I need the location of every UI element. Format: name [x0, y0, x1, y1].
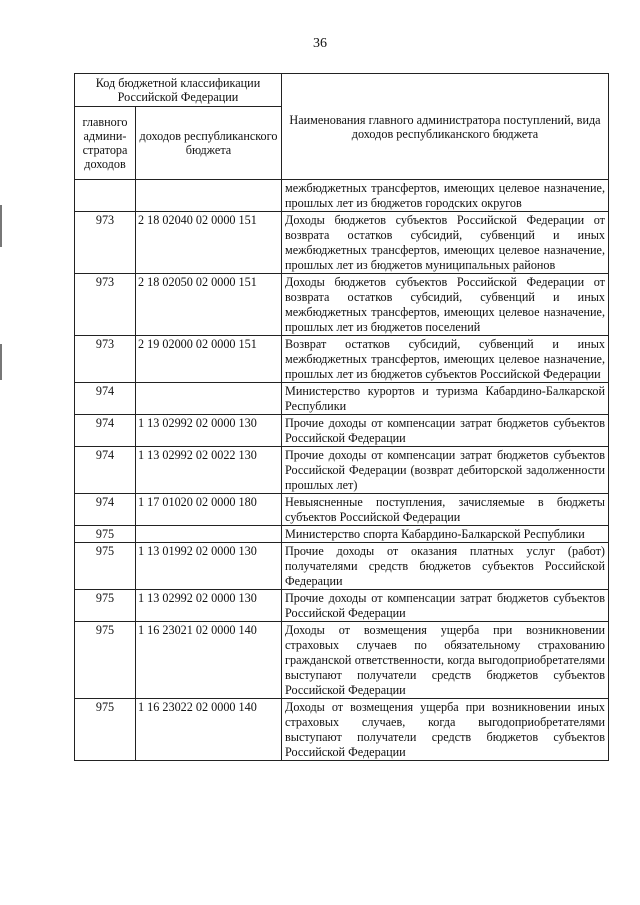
table-row — [75, 383, 609, 415]
income-code-cell: 1 16 23022 02 0000 140 — [136, 699, 282, 761]
admin-code-cell: 975 — [75, 622, 136, 699]
table-row — [75, 622, 609, 699]
income-name-cell: межбюджетных трансфертов, имеющих целевое назначение, прошлых лет из бюджетов городских округов — [282, 180, 609, 212]
income-code-cell — [136, 526, 282, 543]
header-budget-code-group: Код бюджетной классификации Российской Федерации — [75, 74, 282, 107]
income-name-cell: Невыясненные поступления, зачисляемые в бюджеты субъектов Российской Федерации — [282, 494, 609, 526]
income-code-cell: 2 18 02050 02 0000 151 — [136, 274, 282, 336]
table-row — [75, 447, 609, 494]
table-row — [75, 415, 609, 447]
admin-code-cell: 973 — [75, 274, 136, 336]
table-row — [75, 526, 609, 543]
income-code-cell: 1 13 02992 02 0000 130 — [136, 415, 282, 447]
admin-code-cell: 973 — [75, 336, 136, 383]
scan-edge-mark — [0, 205, 2, 247]
header-admin-code-column: главного админи-стратора доходов — [75, 107, 136, 180]
income-name-cell: Доходы бюджетов субъектов Российской Федерации от возврата остатков субсидий, субвенций и иных межбюджетных трансфертов, имеющих целевое назначение, прошлых лет из бюджетов муниципальных районов — [282, 212, 609, 274]
admin-code-cell: 975 — [75, 699, 136, 761]
admin-code-cell: 974 — [75, 383, 136, 415]
income-code-cell: 1 13 02992 02 0000 130 — [136, 590, 282, 622]
income-name-cell: Доходы бюджетов субъектов Российской Федерации от возврата остатков субсидий, субвенций и иных межбюджетных трансфертов, имеющих целевое назначение, прошлых лет из бюджетов поселений — [282, 274, 609, 336]
admin-code-cell: 974 — [75, 415, 136, 447]
income-name-cell: Доходы от возмещения ущерба при возникновении страховых случаев по обязательному страхованию гражданской ответственности, когда выгодоприобретателями выступают получатели средств бюджетов субъектов Российской Федерации — [282, 622, 609, 699]
table-row — [75, 699, 609, 761]
income-name-cell: Министерство курортов и туризма Кабардино-Балкарской Республики — [282, 383, 609, 415]
table-row — [75, 494, 609, 526]
table-row — [75, 336, 609, 383]
income-name-cell: Доходы от возмещения ущерба при возникновении иных страховых случаев, когда выгодоприобретателями выступают получатели средств бюджетов субъектов Российской Федерации — [282, 699, 609, 761]
income-name-cell: Прочие доходы от компенсации затрат бюджетов субъектов Российской Федерации — [282, 590, 609, 622]
scan-edge-mark — [0, 344, 2, 380]
admin-code-cell: 975 — [75, 526, 136, 543]
page-number: 36 — [313, 36, 327, 51]
admin-code-cell: 973 — [75, 212, 136, 274]
income-name-cell: Возврат остатков субсидий, субвенций и иных межбюджетных трансфертов, имеющих целевое назначение, прошлых лет из бюджетов субъектов Российской Федерации — [282, 336, 609, 383]
admin-code-cell — [75, 180, 136, 212]
table-row — [75, 212, 609, 274]
income-code-cell — [136, 383, 282, 415]
income-code-cell: 1 13 02992 02 0022 130 — [136, 447, 282, 494]
admin-code-cell: 974 — [75, 447, 136, 494]
table-header-row — [75, 74, 609, 107]
income-name-cell: Прочие доходы от компенсации затрат бюджетов субъектов Российской Федерации — [282, 415, 609, 447]
income-name-cell: Прочие доходы от оказания платных услуг (работ) получателями средств бюджетов субъектов Российской Федерации — [282, 543, 609, 590]
header-income-code-column: доходов республиканского бюджета — [136, 107, 282, 180]
income-code-cell: 2 18 02040 02 0000 151 — [136, 212, 282, 274]
income-code-cell: 1 17 01020 02 0000 180 — [136, 494, 282, 526]
admin-code-cell: 975 — [75, 590, 136, 622]
income-code-cell: 2 19 02000 02 0000 151 — [136, 336, 282, 383]
income-code-cell — [136, 180, 282, 212]
table-row — [75, 274, 609, 336]
table-row — [75, 590, 609, 622]
admin-code-cell: 975 — [75, 543, 136, 590]
header-name-column: Наименования главного администратора поступлений, вида доходов республиканского бюджета — [282, 74, 609, 180]
income-name-cell: Министерство спорта Кабардино-Балкарской Республики — [282, 526, 609, 543]
table-row — [75, 543, 609, 590]
income-name-cell: Прочие доходы от компенсации затрат бюджетов субъектов Российской Федерации (возврат дебиторской задолженности прошлых лет) — [282, 447, 609, 494]
admin-code-cell: 974 — [75, 494, 136, 526]
budget-classification-table — [74, 73, 609, 761]
income-code-cell: 1 13 01992 02 0000 130 — [136, 543, 282, 590]
income-code-cell: 1 16 23021 02 0000 140 — [136, 622, 282, 699]
table-row — [75, 180, 609, 212]
